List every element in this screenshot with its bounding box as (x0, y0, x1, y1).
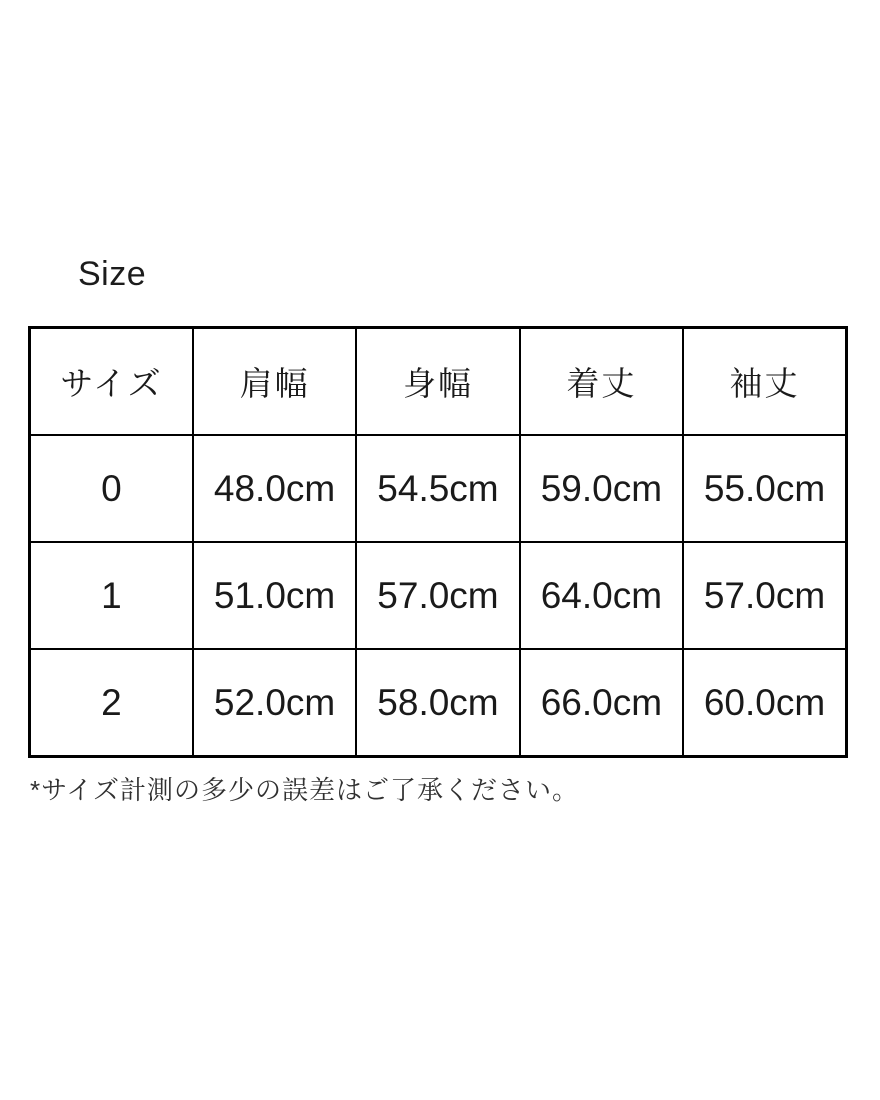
cell-size-label: 1 (30, 542, 193, 649)
cell-shoulder-width: 52.0cm (193, 649, 356, 757)
page-title: Size (78, 255, 147, 293)
header-row (30, 328, 847, 436)
table-row-size-2 (30, 649, 847, 757)
column-header-length: 着丈 (520, 328, 683, 436)
cell-length: 66.0cm (520, 649, 683, 757)
measurement-disclaimer-note: *サイズ計測の多少の誤差はご了承ください。 (30, 775, 580, 805)
cell-length: 59.0cm (520, 435, 683, 542)
cell-size-label: 0 (30, 435, 193, 542)
table-row-size-1 (30, 542, 847, 649)
cell-length: 64.0cm (520, 542, 683, 649)
column-header-body-width: 身幅 (356, 328, 519, 436)
cell-sleeve-length: 55.0cm (683, 435, 846, 542)
cell-shoulder-width: 48.0cm (193, 435, 356, 542)
cell-shoulder-width: 51.0cm (193, 542, 356, 649)
column-header-size: サイズ (30, 328, 193, 436)
size-chart-table (28, 326, 848, 758)
cell-body-width: 57.0cm (356, 542, 519, 649)
cell-body-width: 54.5cm (356, 435, 519, 542)
column-header-sleeve-length: 袖丈 (683, 328, 846, 436)
cell-size-label: 2 (30, 649, 193, 757)
cell-body-width: 58.0cm (356, 649, 519, 757)
cell-sleeve-length: 60.0cm (683, 649, 846, 757)
table-row-size-0 (30, 435, 847, 542)
cell-sleeve-length: 57.0cm (683, 542, 846, 649)
table-head (30, 328, 847, 436)
column-header-shoulder-width: 肩幅 (193, 328, 356, 436)
table-body (30, 435, 847, 757)
